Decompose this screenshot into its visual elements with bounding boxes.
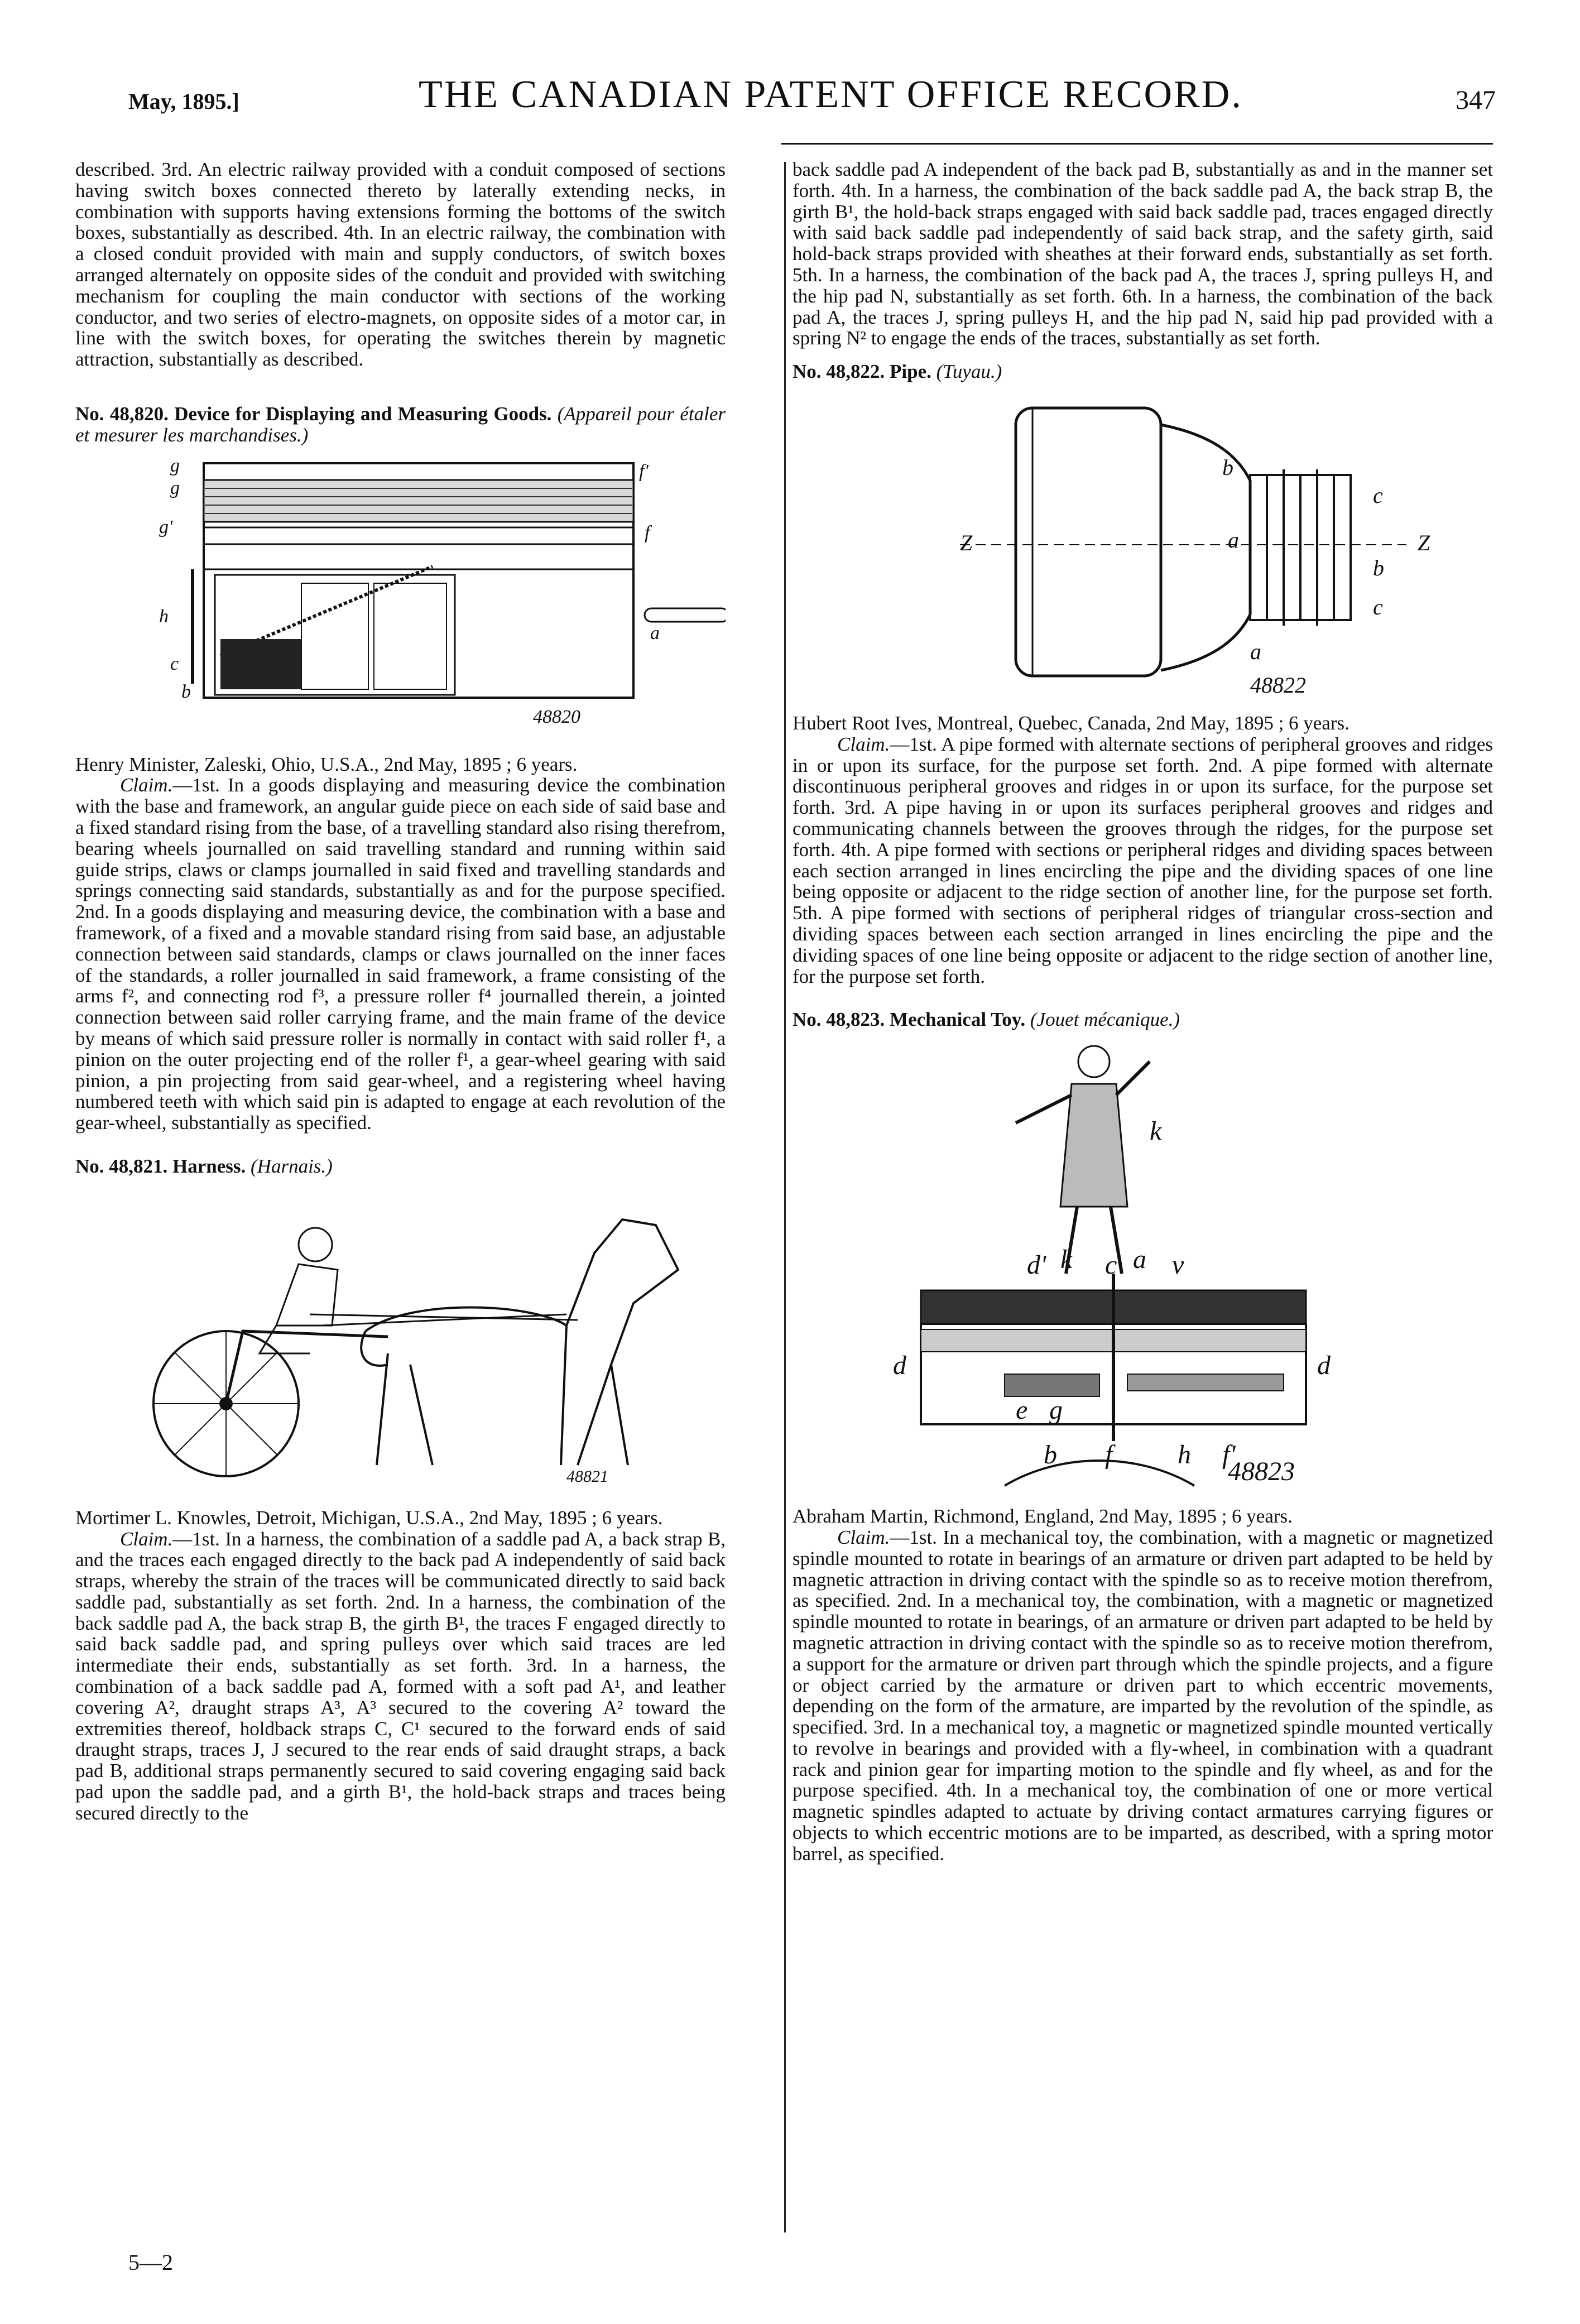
patent-48822-inventor: Hubert Root Ives, Montreal, Quebec, Canada, 2nd May, 1895 ; 6 years. — [793, 712, 1350, 734]
svg-text:d': d' — [1027, 1250, 1046, 1280]
patent-48820-heading — [75, 404, 726, 446]
patent-48822-claim — [793, 734, 1493, 987]
right-column — [793, 159, 1493, 1865]
svg-text:g': g' — [159, 516, 173, 537]
figure-measuring-device — [75, 455, 726, 745]
svg-text:b: b — [1373, 555, 1384, 580]
claim-label: Claim. — [837, 733, 890, 755]
svg-text:c: c — [1105, 1250, 1117, 1280]
patent-title: Pipe. — [890, 361, 931, 383]
patent-french-title: (Appareil pour étaler et mesurer les marchandises.) — [75, 402, 726, 446]
svg-text:48820: 48820 — [533, 706, 580, 727]
svg-text:h: h — [1178, 1440, 1191, 1470]
patent-number: No. 48,821. — [75, 1155, 168, 1177]
patent-48823-inventor: Abraham Martin, Richmond, England, 2nd May, 1895 ; 6 years. — [793, 1505, 1293, 1528]
svg-text:f: f — [1105, 1440, 1113, 1470]
claim-text: —1st. A pipe formed with alternate sections of peripheral grooves and ridges in or upon its surface, for the purpose set forth. 2nd. A pipe formed with alternate discontinuous peripheral grooves and ridges in or upon its surface, for the purpose set forth. 3rd. A pipe having in or upon its surfaces peripheral grooves and ridges and communicating channels between the grooves through the ridges, for the purpose set forth. 4th. A pipe formed with sections or peripheral ridges and dividing spaces between each section arranged in lines encircling the pipe and the dividing spaces of one line being opposite or adjacent to the ridge section of another line, for the purpose set forth. 5th. A pipe formed with sections of peripheral ridges of triangular cross-section and dividing spaces between each section arranged in lines encircling the pipe and the dividing spaces of one line being opposite or adjacent to the ridge section of another line, for the purpose set forth. — [793, 733, 1493, 987]
svg-text:a: a — [1250, 638, 1261, 664]
svg-text:a: a — [1133, 1245, 1146, 1275]
journal-title: THE CANADIAN PATENT OFFICE RECORD. — [419, 73, 1243, 116]
page-header — [128, 73, 1496, 134]
svg-text:48821: 48821 — [566, 1467, 608, 1486]
svg-text:g: g — [170, 455, 180, 476]
svg-text:Z: Z — [1418, 530, 1430, 555]
patent-number: No. 48,822. — [793, 361, 885, 383]
svg-text:v: v — [1172, 1250, 1184, 1280]
patent-french-title: (Tuyau.) — [936, 361, 1002, 383]
claim-label: Claim. — [837, 1526, 890, 1548]
figure-mechanical-toy — [793, 1039, 1493, 1497]
patent-48820-inventor: Henry Minister, Zaleski, Ohio, U.S.A., 2nd May, 1895 ; 6 years. — [75, 753, 578, 775]
patent-title: Device for Displaying and Measuring Goods. — [174, 402, 552, 425]
patent-number: No. 48,823. — [793, 1009, 885, 1031]
svg-text:c: c — [1373, 482, 1383, 508]
issue-date: May, 1895.] — [128, 89, 239, 114]
svg-text:d: d — [1317, 1351, 1331, 1381]
patent-48820-claim — [75, 775, 726, 1134]
svg-text:c: c — [170, 653, 179, 674]
claim-text: —1st. In a goods displaying and measuring device the combination with the base and framework, an angular guide piece on each side of said base and a fixed standard rising from the base, of a travelling standard also rising therefrom, bearing wheels journalled on said travelling standard and running within said guide strips, claws or clamps journalled in said fixed and travelling standards and springs connecting said standards, substantially as and for the purpose specified. 2nd. In a goods displaying and measuring device, the combination with a base and framework, of a fixed and a movable standard rising from said base, an adjustable connection between said standards, clamps or claws journalled on the inner faces of the standards, a roller journalled in said framework, a frame consisting of the arms f², and connecting rod f³, a pressure roller f⁴ journalled therein, a jointed connection between said roller carrying frame, and the main frame of the device by means of which said pressure roller is normally in contact with said roller f¹, a pinion on the outer projecting end of the roller f¹, a gear-wheel gearing with said pinion, a pin projecting from said gear-wheel, and a registering wheel having numbered teeth with which said pin is adapted to engage at each revolution of the gear-wheel, substantially as specified. — [75, 774, 726, 1134]
patent-title: Harness. — [172, 1155, 246, 1177]
patent-48821-heading — [75, 1156, 726, 1177]
svg-text:48822: 48822 — [1250, 672, 1306, 698]
claim-label: Claim. — [120, 774, 173, 796]
claim-text: —1st. In a harness, the combination of a saddle pad A, a back strap B, and the traces each engaged directly to the back pad A independently of said back straps, whereby the strain of the traces will be communicated directly to said back saddle pad, substantially as set forth. 2nd. In a harness, the combination of the back saddle pad A, the back strap B, the girth B¹, the traces F engaged directly to said back saddle pad, and spring pulleys over which said traces are led intermediate their ends, substantially as set forth. 3rd. In a harness, the combination of a back saddle pad A, formed with a soft pad A¹, and leather covering A², draught straps A³, A³ secured to the covering A² toward the extremities thereof, holdback straps C, C¹ secured to the forward ends of said draught straps, traces J, J secured to the rear ends of said draught straps, a back pad B, additional straps permanently secured to said covering engaging said back pad upon the saddle pad, and a girth B¹, the hold-back straps and traces being secured directly to the — [75, 1528, 726, 1824]
claim-text: —1st. In a mechanical toy, the combination, with a magnetic or magnetized spindle mounted to rotate in bearings of an armature or driven part adapted to be held by magnetic attraction in driving contact with the spindle so as to receive motion therefrom, as specified. 2nd. In a mechanical toy, the combination, with a magnetic or magnetized spindle mounted to rotate in bearings, of an armature or driven part adapted to be held by magnetic attraction in driving contact with the spindle so as to receive motion therefrom, a support for the armature or driven part through which the spindle projects, and a figure or object carried by the armature or driven part to which eccentric movements, depending on the form of the armature, are imparted by the revolution of the spindle, as specified. 3rd. In a mechanical toy, a magnetic or magnetized spindle mounted vertically to revolve in bearings and provided with a fly-wheel, in combination with a quadrant rack and pinion gear for imparting motion to the spindle and fly wheel, as and for the purpose specified. 4th. In a mechanical toy, the combination of one or more vertical magnetic spindles adapted to actuate by driving contact armatures carrying figures or objects to which eccentric motions are to be imparted, as described, with a spring motor barrel, as specified. — [793, 1526, 1493, 1865]
patent-title: Mechanical Toy. — [890, 1009, 1026, 1031]
svg-text:k: k — [1060, 1245, 1073, 1275]
patent-48821-inventor: Mortimer L. Knowles, Detroit, Michigan, U.S.A., 2nd May, 1895 ; 6 years. — [75, 1506, 663, 1529]
patent-48821-claim — [75, 1529, 726, 1824]
svg-text:f: f — [645, 522, 650, 543]
svg-text:b: b — [1222, 454, 1233, 480]
patent-french-title: (Harnais.) — [251, 1155, 333, 1177]
page-number: 347 — [1456, 85, 1496, 115]
header-rule — [781, 143, 1493, 145]
figure-pipe — [793, 391, 1493, 704]
patent-french-title: (Jouet mécanique.) — [1030, 1009, 1180, 1031]
svg-text:c: c — [1373, 594, 1383, 620]
svg-text:f': f' — [639, 460, 649, 482]
svg-text:h: h — [159, 606, 169, 627]
continued-claim-text: described. 3rd. An electric railway provided with a conduit composed of sections having switch boxes connected thereto by laterally extending necks, in combination with supports having extensions forming the bottoms of the switch boxes, substantially as described. 4th. In an electric railway, the combination with a closed conduit provided with main and supply conductors, of switch boxes arranged alternately on opposite sides of the conduit and provided with switching mechanism for coupling the main conductor with sections of the working conductor, and two series of electro-magnets, on opposite sides of a motor car, in line with the switch boxes, for operating the switches therein by magnetic attraction, substantially as described. — [75, 159, 726, 371]
patent-number: No. 48,820. — [75, 402, 169, 425]
svg-text:f': f' — [1222, 1440, 1236, 1470]
svg-text:d: d — [893, 1351, 906, 1381]
svg-text:e: e — [1016, 1395, 1028, 1425]
continued-claim-text: back saddle pad A independent of the back pad B, substantially as and in the manner set forth. 4th. In a harness, the combination of the back saddle pad A, the back strap B, the girth B¹, the hold-back straps engaged with said back saddle pad, traces engaged directly with said back saddle pad independently of said back strap, and the safety girth, said hold-back straps provided with sheathes at their forward ends, substantially as set forth. 5th. In a harness, the combination of the back pad A, the traces J, spring pulleys H, and the hip pad N, substantially as set forth. 6th. In a harness, the combination of the back pad A, the traces J, spring pulleys H, and the hip pad N, said hip pad provided with a spring N² to engage the ends of the traces, substantially as set forth. — [793, 159, 1493, 349]
page-signature: 5—2 — [128, 2250, 173, 2275]
svg-text:a: a — [1228, 527, 1239, 553]
svg-text:g: g — [170, 477, 180, 498]
patent-48823-claim — [793, 1527, 1493, 1865]
figure-harness — [75, 1186, 726, 1499]
svg-text:g: g — [1049, 1395, 1063, 1425]
svg-text:k: k — [1150, 1116, 1162, 1146]
svg-text:a: a — [650, 622, 660, 644]
left-column — [75, 159, 726, 1824]
patent-48822-heading — [793, 361, 1493, 382]
claim-label: Claim. — [120, 1528, 173, 1550]
svg-text:b: b — [1044, 1440, 1057, 1470]
patent-48823-heading — [793, 1009, 1493, 1030]
svg-text:b: b — [181, 681, 191, 702]
column-divider — [784, 162, 786, 2232]
svg-text:Z: Z — [960, 530, 973, 555]
svg-text:48823: 48823 — [1228, 1457, 1295, 1487]
